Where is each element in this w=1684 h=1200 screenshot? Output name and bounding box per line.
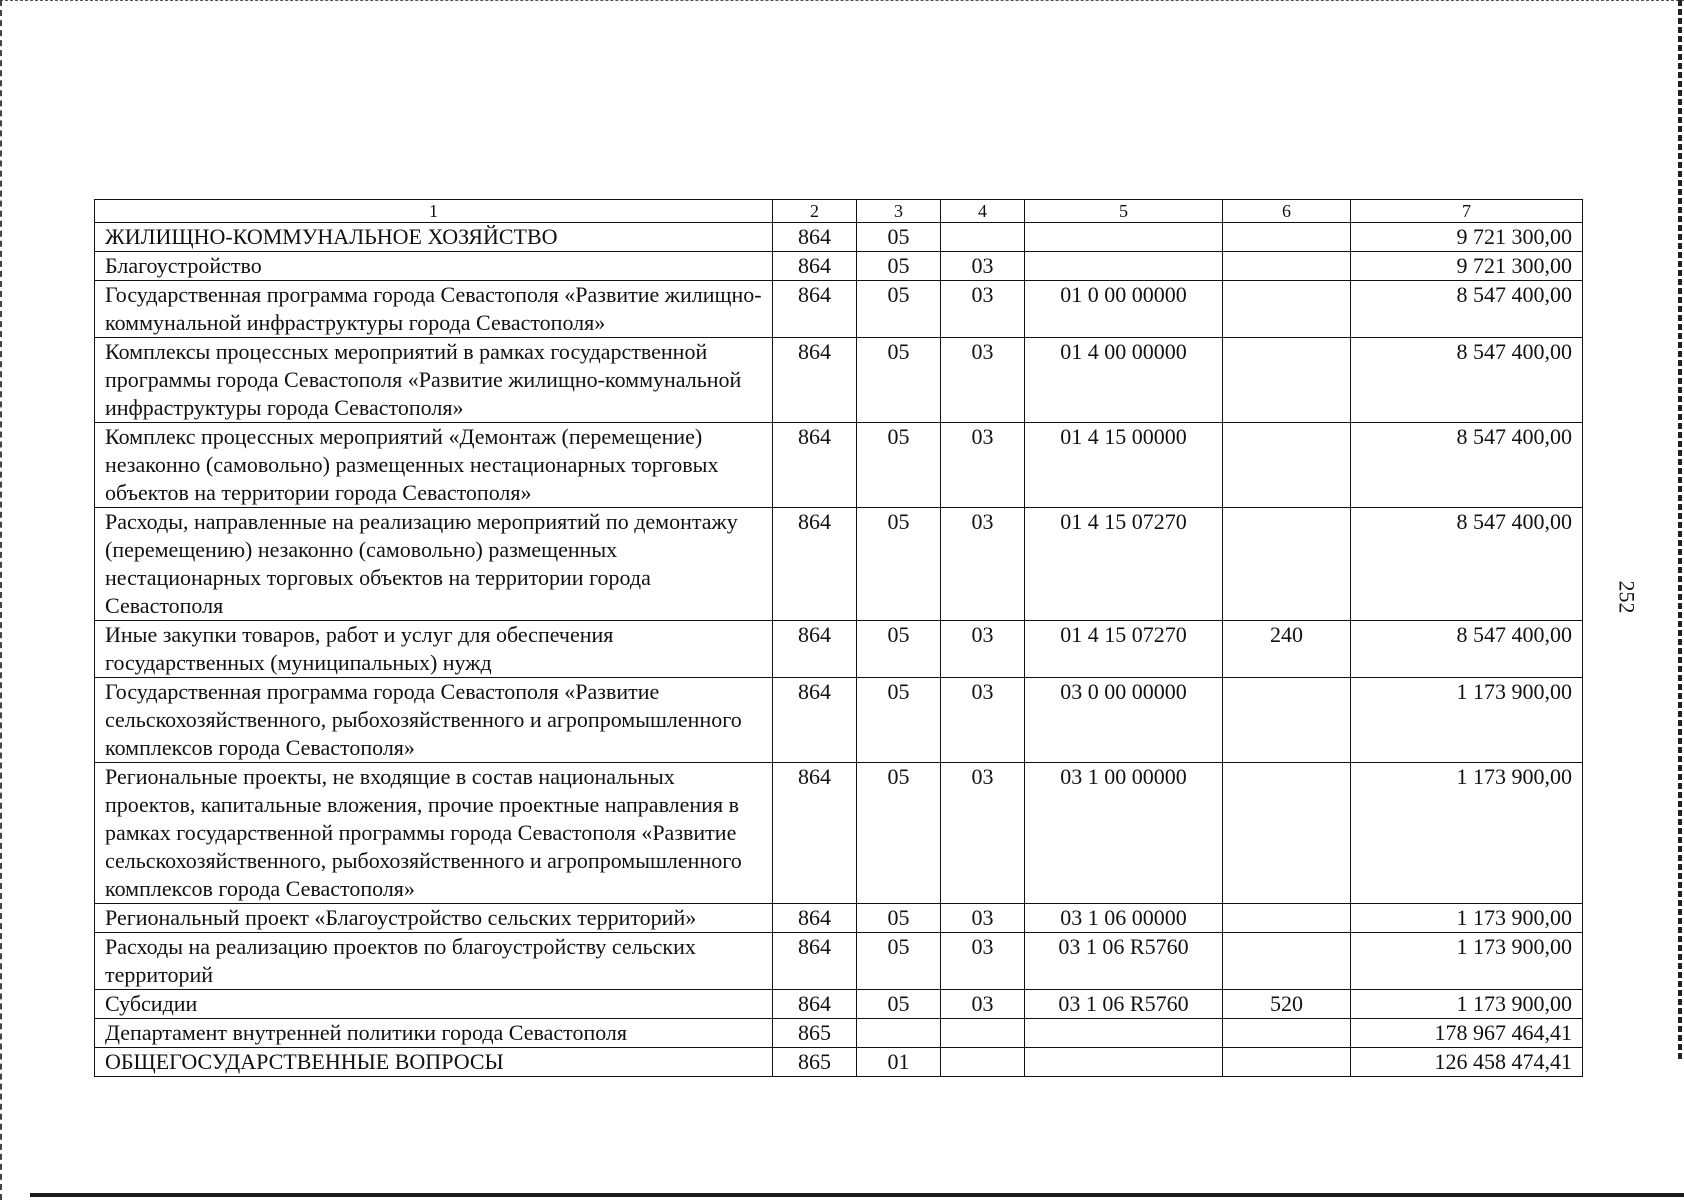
row-code-5: 01 0 00 00000 [1025,281,1223,338]
budget-table [94,199,1583,1077]
row-code-3: 05 [857,338,941,423]
row-code-5: 03 0 00 00000 [1025,678,1223,763]
column-header: 5 [1025,200,1223,223]
row-code-2: 864 [773,338,857,423]
row-code-6 [1223,423,1351,508]
row-amount: 1 173 900,00 [1351,904,1583,933]
row-code-6 [1223,763,1351,904]
row-code-6 [1223,1048,1351,1077]
row-name: ОБЩЕГОСУДАРСТВЕННЫЕ ВОПРОСЫ [95,1048,773,1077]
row-code-5: 03 1 06 R5760 [1025,933,1223,990]
table-row [95,1019,1583,1048]
row-code-2: 864 [773,281,857,338]
row-code-3: 05 [857,933,941,990]
row-code-6 [1223,1019,1351,1048]
row-code-3: 05 [857,252,941,281]
row-code-5: 03 1 06 00000 [1025,904,1223,933]
row-code-6 [1223,281,1351,338]
row-amount: 8 547 400,00 [1351,508,1583,621]
row-code-4: 03 [941,338,1025,423]
row-code-3: 05 [857,678,941,763]
column-header: 3 [857,200,941,223]
row-amount: 1 173 900,00 [1351,678,1583,763]
row-code-3: 05 [857,508,941,621]
row-code-4: 03 [941,904,1025,933]
table-row [95,338,1583,423]
row-code-5: 03 1 00 00000 [1025,763,1223,904]
scan-edge-top [0,0,1684,1]
row-code-6 [1223,338,1351,423]
row-code-5: 01 4 15 07270 [1025,508,1223,621]
row-code-3: 05 [857,904,941,933]
scan-edge-right [1678,0,1682,1060]
row-amount: 8 547 400,00 [1351,338,1583,423]
row-code-3: 05 [857,621,941,678]
scan-edge-bottom [30,1193,1684,1197]
table-row [95,933,1583,990]
row-code-4: 03 [941,508,1025,621]
row-code-2: 864 [773,678,857,763]
table-row [95,508,1583,621]
row-code-6 [1223,223,1351,252]
row-amount: 8 547 400,00 [1351,423,1583,508]
table-row [95,990,1583,1019]
row-code-6 [1223,508,1351,621]
row-code-4: 03 [941,990,1025,1019]
row-name: Комплекс процессных мероприятий «Демонтаж (перемещение) незаконно (самовольно) размещенных нестационарных торговых объектов на территории города Севастополя» [95,423,773,508]
table-row [95,423,1583,508]
table-row [95,223,1583,252]
row-code-5: 01 4 15 00000 [1025,423,1223,508]
row-name: ЖИЛИЩНО-КОММУНАЛЬНОЕ ХОЗЯЙСТВО [95,223,773,252]
row-code-6: 240 [1223,621,1351,678]
row-code-6 [1223,933,1351,990]
row-amount: 9 721 300,00 [1351,252,1583,281]
row-amount: 1 173 900,00 [1351,763,1583,904]
row-code-2: 864 [773,223,857,252]
table-row [95,1048,1583,1077]
row-code-4: 03 [941,281,1025,338]
row-amount: 126 458 474,41 [1351,1048,1583,1077]
row-code-6 [1223,904,1351,933]
column-header: 2 [773,200,857,223]
row-code-3: 05 [857,281,941,338]
table-row [95,678,1583,763]
page-number: 252 [1614,580,1640,614]
header-row [95,200,1583,223]
row-name: Государственная программа города Севастополя «Развитие жилищно-коммунальной инфраструктуры города Севастополя» [95,281,773,338]
row-code-3: 05 [857,423,941,508]
row-code-4: 03 [941,621,1025,678]
row-code-4: 03 [941,423,1025,508]
row-code-2: 864 [773,252,857,281]
row-code-2: 864 [773,508,857,621]
row-code-5 [1025,223,1223,252]
column-header: 6 [1223,200,1351,223]
row-code-5: 01 4 00 00000 [1025,338,1223,423]
row-code-2: 864 [773,990,857,1019]
row-amount: 178 967 464,41 [1351,1019,1583,1048]
row-code-6 [1223,678,1351,763]
row-code-3: 05 [857,990,941,1019]
row-code-4 [941,1019,1025,1048]
row-code-3: 05 [857,223,941,252]
row-code-2: 865 [773,1019,857,1048]
row-name: Субсидии [95,990,773,1019]
row-amount: 8 547 400,00 [1351,281,1583,338]
row-code-4: 03 [941,678,1025,763]
row-code-6: 520 [1223,990,1351,1019]
row-amount: 1 173 900,00 [1351,933,1583,990]
table-row [95,281,1583,338]
row-code-5 [1025,252,1223,281]
row-code-5: 01 4 15 07270 [1025,621,1223,678]
row-name: Расходы на реализацию проектов по благоустройству сельских территорий [95,933,773,990]
row-name: Расходы, направленные на реализацию мероприятий по демонтажу (перемещению) незаконно (самовольно) размещенных нестационарных торговых объектов на территории города Севастополя [95,508,773,621]
row-amount: 1 173 900,00 [1351,990,1583,1019]
row-code-4 [941,1048,1025,1077]
row-name: Департамент внутренней политики города Севастополя [95,1019,773,1048]
scan-edge-left [0,0,2,1200]
row-code-2: 864 [773,933,857,990]
row-code-4 [941,223,1025,252]
row-code-5: 03 1 06 R5760 [1025,990,1223,1019]
column-header: 1 [95,200,773,223]
row-code-2: 864 [773,904,857,933]
row-amount: 9 721 300,00 [1351,223,1583,252]
row-name: Региональные проекты, не входящие в состав национальных проектов, капитальные вложения, прочие проектные направления в рамках государственной программы города Севастополя «Развитие сельскохозяйственного, рыбохозяйственного и агропромышленного комплексов города Севастополя» [95,763,773,904]
table-row [95,763,1583,904]
row-name: Государственная программа города Севастополя «Развитие сельскохозяйственного, рыбохозяйственного и агропромышленного комплексов города Севастополя» [95,678,773,763]
row-code-2: 864 [773,423,857,508]
row-code-4: 03 [941,763,1025,904]
column-header: 4 [941,200,1025,223]
row-name: Комплексы процессных мероприятий в рамках государственной программы города Севастополя «Развитие жилищно-коммунальной инфраструктуры города Севастополя» [95,338,773,423]
table-row [95,904,1583,933]
row-code-3: 05 [857,763,941,904]
row-code-5 [1025,1019,1223,1048]
row-code-2: 864 [773,763,857,904]
row-code-2: 864 [773,621,857,678]
column-header: 7 [1351,200,1583,223]
row-amount: 8 547 400,00 [1351,621,1583,678]
table-row [95,252,1583,281]
row-code-4: 03 [941,933,1025,990]
row-code-5 [1025,1048,1223,1077]
row-name: Иные закупки товаров, работ и услуг для обеспечения государственных (муниципальных) нужд [95,621,773,678]
row-code-3: 01 [857,1048,941,1077]
row-code-4: 03 [941,252,1025,281]
row-code-2: 865 [773,1048,857,1077]
row-code-6 [1223,252,1351,281]
row-name: Региональный проект «Благоустройство сельских территорий» [95,904,773,933]
row-code-3 [857,1019,941,1048]
row-name: Благоустройство [95,252,773,281]
table-row [95,621,1583,678]
